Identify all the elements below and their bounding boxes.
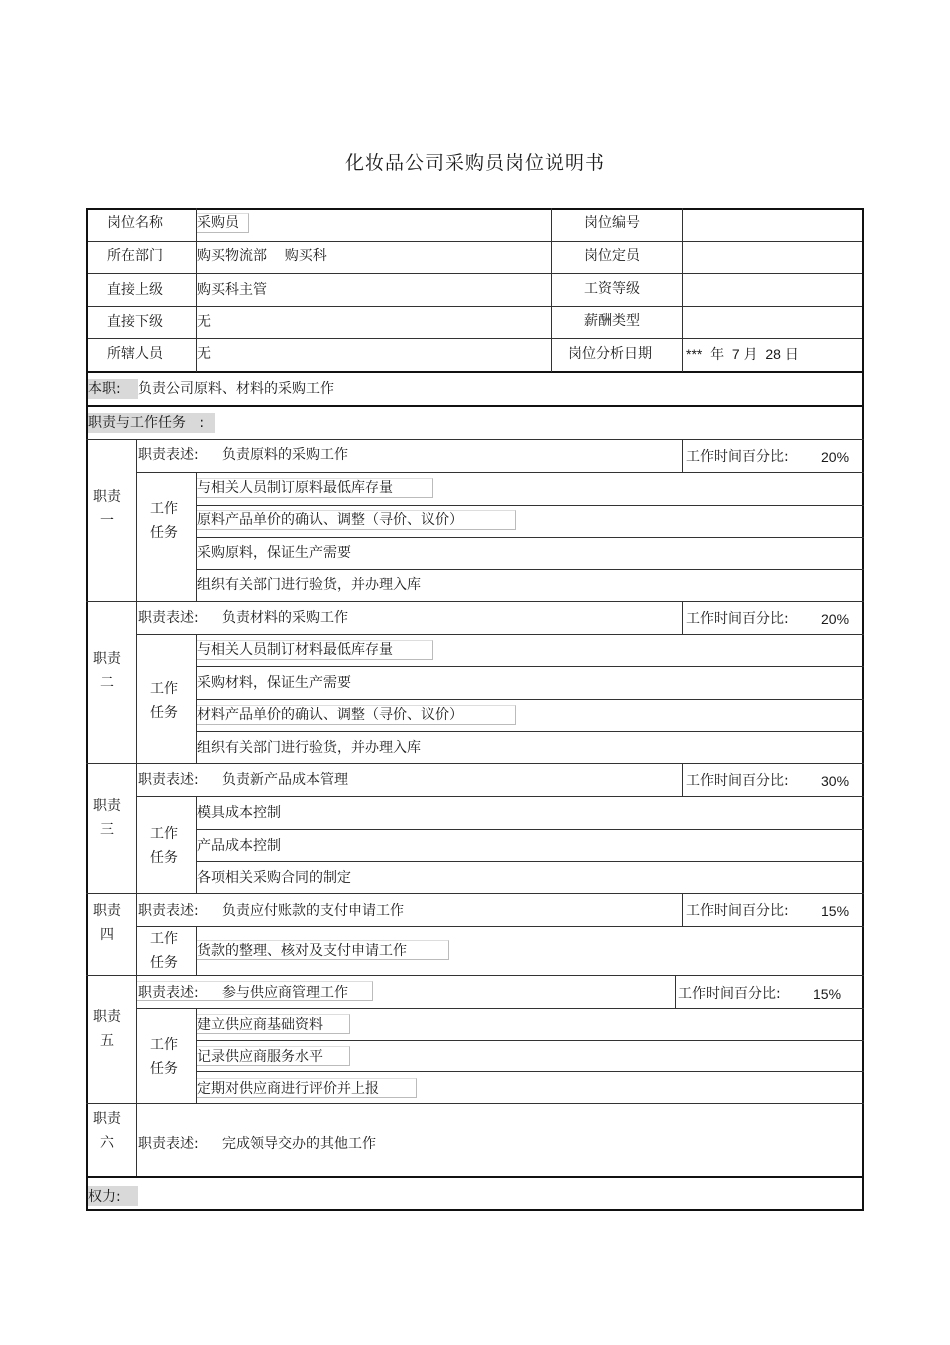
duty-4-task-label: 工作任务 xyxy=(150,931,178,971)
pay-type-label: 薪酬类型 xyxy=(584,313,640,329)
analysis-date-label: 岗位分析日期 xyxy=(568,346,652,362)
duty-5-task-label: 工作任务 xyxy=(150,1037,178,1077)
department-label: 所在部门 xyxy=(107,248,163,264)
duty-1-desc: 负责原料的采购工作 xyxy=(222,447,348,463)
duty-5-task-3: 定期对供应商进行评价并上报 xyxy=(197,1081,379,1097)
duty-3-task-label: 工作任务 xyxy=(150,826,178,866)
duty-3-task-2: 产品成本控制 xyxy=(197,838,281,854)
duty-6-name: 职责六 xyxy=(93,1111,121,1151)
subordinate-value: 无 xyxy=(197,314,211,330)
quanli-label: 权力: xyxy=(88,1189,121,1205)
duty-1-pct: 20% xyxy=(821,449,850,465)
duty-5-pct: 15% xyxy=(813,986,842,1002)
department-value: 购买物流部 购买科 xyxy=(197,248,327,264)
duty-2-task-1: 与相关人员制订材料最低库存量 xyxy=(197,642,393,658)
duty-3-name: 职责三 xyxy=(93,798,121,838)
staff-label: 所辖人员 xyxy=(107,346,163,362)
duty-2-task-2: 采购材料，保证生产需要 xyxy=(197,675,351,691)
duty-5-task-1: 建立供应商基础资料 xyxy=(197,1017,323,1033)
duty-2-name: 职责二 xyxy=(93,651,121,691)
duty-5-pct-label: 工作时间百分比: xyxy=(678,986,781,1002)
duty-2-task-4: 组织有关部门进行验货，并办理入库 xyxy=(197,740,421,756)
duty-2-pct-label: 工作时间百分比: xyxy=(686,611,789,627)
subordinate-label: 直接下级 xyxy=(107,314,163,330)
duty-4-name: 职责四 xyxy=(93,903,121,943)
duty-4-desc: 负责应付账款的支付申请工作 xyxy=(222,903,404,919)
duty-1-task-2: 原料产品单价的确认、调整（寻价、议价） xyxy=(197,512,463,528)
benzhi-label: 本职: xyxy=(88,381,121,397)
job-name-label: 岗位名称 xyxy=(107,215,163,231)
duty-3-task-1: 模具成本控制 xyxy=(197,805,281,821)
duty-1-name: 职责一 xyxy=(93,489,121,529)
duty-2-task-3: 材料产品单价的确认、调整（寻价、议价） xyxy=(197,707,463,723)
job-code-label: 岗位编号 xyxy=(584,215,640,231)
duty-1-task-label: 工作任务 xyxy=(150,501,178,541)
duty-5-desc: 参与供应商管理工作 xyxy=(222,985,348,1001)
duty-4-pct-label: 工作时间百分比: xyxy=(686,903,789,919)
duty-3-pct-label: 工作时间百分比: xyxy=(686,773,789,789)
duty-2-desc-label: 职责表述: xyxy=(138,610,199,626)
job-name-value: 采购员 xyxy=(197,215,239,231)
duty-6-desc: 完成领导交办的其他工作 xyxy=(222,1136,376,1152)
duty-5-desc-label: 职责表述: xyxy=(138,985,199,1001)
duty-5-name: 职责五 xyxy=(93,1009,121,1049)
duty-1-task-1: 与相关人员制订原料最低库存量 xyxy=(197,480,393,496)
duty-4-pct: 15% xyxy=(821,903,850,919)
duty-3-pct: 30% xyxy=(821,773,850,789)
duty-5-task-2: 记录供应商服务水平 xyxy=(197,1049,323,1065)
duty-3-task-3: 各项相关采购合同的制定 xyxy=(197,870,351,886)
section-label: 职责与工作任务 : xyxy=(88,415,205,431)
analysis-date-value: *** 年 7 月 28 日 xyxy=(686,346,799,362)
headcount-label: 岗位定员 xyxy=(584,248,640,264)
duty-2-task-label: 工作任务 xyxy=(150,681,178,721)
duty-1-desc-label: 职责表述: xyxy=(138,447,199,463)
duty-3-desc-label: 职责表述: xyxy=(138,772,199,788)
duty-3-desc: 负责新产品成本管理 xyxy=(222,772,348,788)
duty-1-task-4: 组织有关部门进行验货，并办理入库 xyxy=(197,577,421,593)
duty-6-desc-label: 职责表述: xyxy=(138,1136,199,1152)
staff-value: 无 xyxy=(197,346,211,362)
duty-2-desc: 负责材料的采购工作 xyxy=(222,610,348,626)
supervisor-value: 购买科主管 xyxy=(197,282,267,298)
document-title: 化妆品公司采购员岗位说明书 xyxy=(344,152,605,174)
salary-grade-label: 工资等级 xyxy=(584,281,640,297)
duty-4-task-1: 货款的整理、核对及支付申请工作 xyxy=(197,943,407,959)
duty-1-task-3: 采购原料，保证生产需要 xyxy=(197,545,351,561)
duty-4-desc-label: 职责表述: xyxy=(138,903,199,919)
duty-2-pct: 20% xyxy=(821,611,850,627)
supervisor-label: 直接上级 xyxy=(107,282,163,298)
duty-1-pct-label: 工作时间百分比: xyxy=(686,449,789,465)
benzhi-value: 负责公司原料、材料的采购工作 xyxy=(138,381,334,397)
